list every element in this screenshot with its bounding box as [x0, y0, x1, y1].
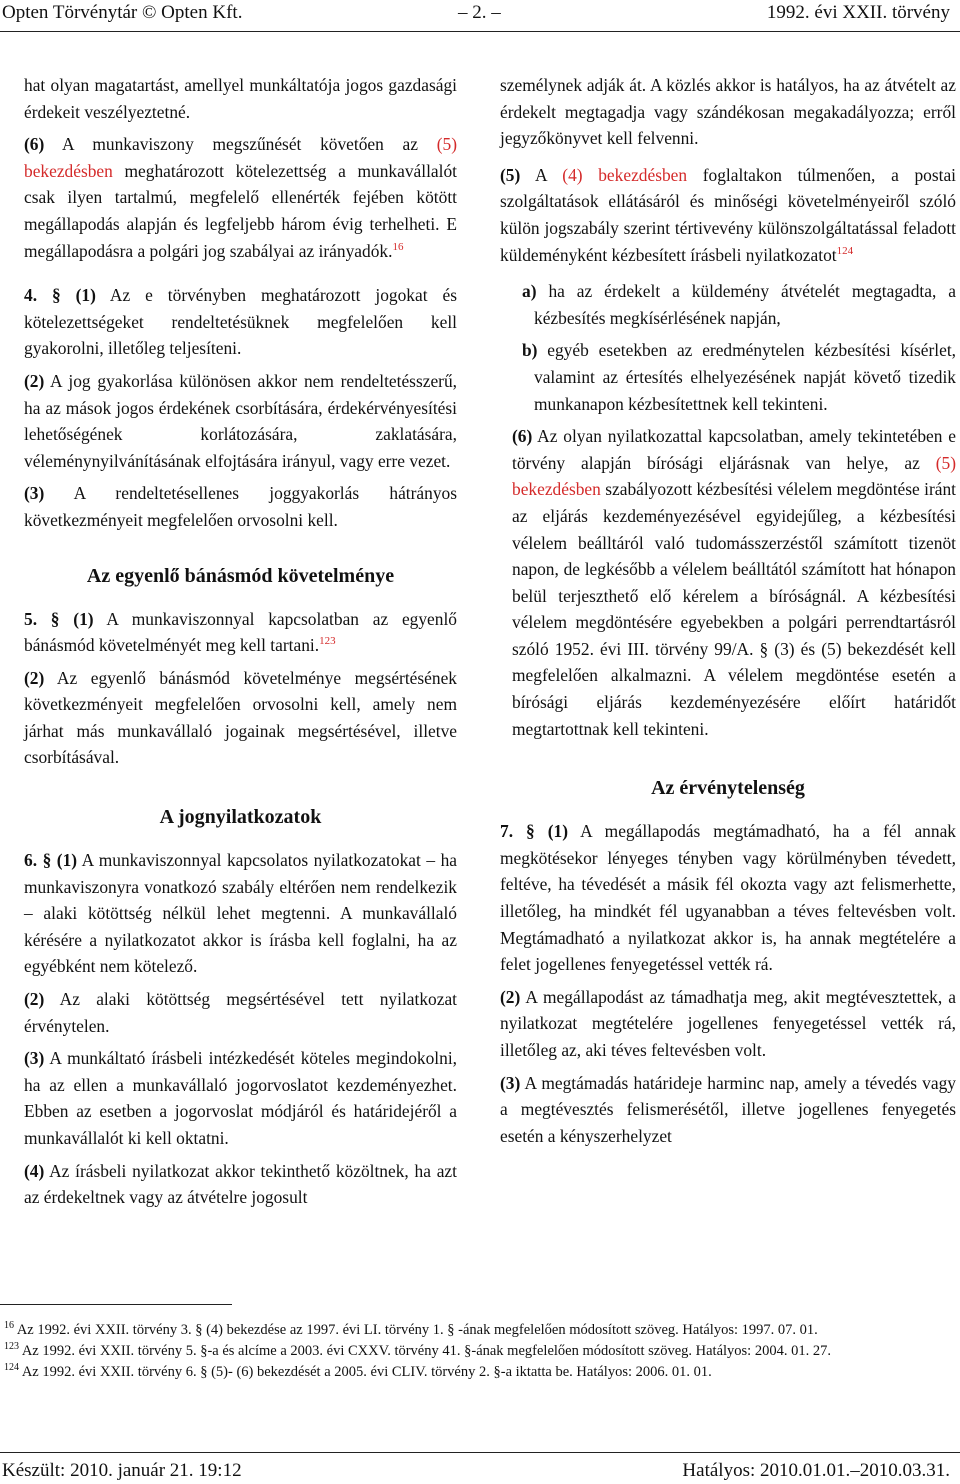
cross-reference-link[interactable]: (5) bekezdésben: [24, 134, 457, 181]
text: A megállapodás megtámadható, ha a fél annak megkötésekor lényeges tényben vagy körülményben tévedett, feltéve, ha tévedését a másik fél okozta vagy azt felismerhette, illetőleg, ha mindkét fél ugyanabban a téves feltevésben volt. Megtámadható a nyilatkozat akkor is, ha annak megtételére a felet jogellenes fenyegetéssel vették rá.: [500, 821, 956, 975]
section-number: 4. §: [24, 285, 61, 306]
left-column: [24, 72, 457, 1217]
paragraph: hat olyan magatartást, amellyel munkáltatója jogos gazdasági érdekeit veszélyeztetné.: [24, 75, 457, 122]
text: A munkaviszonnyal kapcsolatos nyilatkozatokat – ha munkaviszonyra vonatkozó szabály eltérően nem rendelkezik – alaki kötöttség nélkül lehet megtenni. A munkavállaló kérésére a nyilatkozatot akkor is írásba kell foglalni, ha az egyébként nem kötelező.: [24, 850, 457, 977]
paragraph: [24, 986, 457, 1039]
text: Az egyenlő bánásmód követelménye megsértésének következményeit megfelelően orvosolni kell, amely nem járhat más munkavállaló jogainak megsértésével, illetve csorbításával.: [24, 667, 457, 768]
cross-reference-link[interactable]: (5) bekezdésben: [512, 452, 956, 500]
text: A megállapodást az támadhatja meg, akit megtévesztettek, a nyilatkozat megtételére jogellenes fenyegetéssel vették rá, illetőleg az, aki téves feltevésben volt.: [500, 986, 956, 1060]
footnote: [0, 1341, 958, 1362]
text: ha az érdekelt a küldemény átvételét megtagadta, a kézbesítés megkísérlésének napján,: [534, 281, 956, 328]
footnote-number: 16: [4, 1320, 14, 1332]
subsection-number: (6): [24, 134, 45, 155]
footnotes: [0, 1320, 958, 1383]
text: foglaltakon túlmenően, a postai szolgáltatások ellátásáról és minőségi követelményeiről szóló külön jogszabály szerint tértivevény különszolgáltatással feladott küldeményként kézbesített írásbeli nyilatkozatot: [500, 164, 956, 265]
footnote: [0, 1320, 958, 1341]
text: Az e törvényben meghatározott jogokat és kötelezettségeket rendeltetésüknek megfelelően kell gyakorolni, illetőleg teljesíteni.: [24, 285, 457, 359]
text: Az olyan nyilatkozattal kapcsolatban, amely tekintetében e törvény alapján bírósági eljárásnak van helye, az: [512, 426, 956, 473]
subsection-number: (2): [24, 667, 45, 688]
section-number: 7. §: [500, 821, 535, 842]
section-heading: Az egyenlő bánásmód követelménye: [86, 564, 395, 587]
paragraph: [24, 665, 457, 771]
subsection-number: (2): [500, 986, 521, 1007]
paragraph: [500, 423, 956, 742]
header-divider: [0, 31, 960, 32]
paragraph: [24, 368, 457, 474]
subsection-number: (4): [24, 1160, 45, 1181]
item-label: a): [522, 281, 537, 302]
footnote-marker[interactable]: 123: [319, 635, 336, 648]
footnote: [0, 1362, 958, 1383]
subsection-number: (1): [75, 285, 96, 306]
text: meghatározott kötelezettség a munkavállalót csak ilyen tartalmú, megfelelő ellenérték fejében kötött megállapodás alapján és legfeljebb három évig terhelheti. E megállapodásra a polgári jog szabályai az irányadók.: [24, 160, 457, 261]
list-item: [500, 337, 956, 417]
text: A jog gyakorlása különösen akkor nem rendeltetésszerű, ha az mások jogos érdekének csorbítására, érdekérvényesítési lehetőségének korlátozására, zaklatására, véleménynyilvánításának elfojtására irányul, vagy erre vezet.: [24, 370, 457, 471]
text: A rendeltetésellenes joggyakorlás hátrányos következményeit megfelelően orvosolni kell.: [24, 483, 457, 530]
paragraph: [24, 1045, 457, 1151]
text: A: [520, 164, 563, 185]
paragraph: [500, 818, 956, 978]
footer-created-date: Készült: 2010. január 21. 19:12: [2, 1460, 242, 1481]
paragraph: [24, 480, 457, 533]
header-publisher: Opten Törvénytár © Opten Kft.: [2, 2, 243, 23]
footer-divider: [0, 1452, 960, 1453]
subsection-number: (5): [500, 164, 521, 185]
section-heading: Az érvénytelenség: [651, 777, 805, 800]
paragraph: [24, 282, 457, 362]
footer-validity-period: Hatályos: 2010.01.01.–2010.03.31.: [682, 1460, 950, 1481]
footnote-number: 123: [4, 1341, 19, 1353]
paragraph: személynek adják át. A közlés akkor is hatályos, ha az átvételt az érdekelt megtagadja vagy szándékosan megakadályozza; erről jegyzőkönyvet kell felvenni.: [500, 75, 956, 149]
text: Az írásbeli nyilatkozat akkor tekinthető közöltnek, ha azt az érdekeltnek vagy az átvételre jogosult: [24, 1160, 457, 1208]
section-number: 5. §: [24, 608, 60, 629]
paragraph: [24, 606, 457, 659]
text: A megtámadás határideje harminc nap, amely a tévedés vagy a megtévesztés felismerésétől, illetve jogellenes fenyegetés esetén a kényszerhelyzet: [500, 1072, 956, 1146]
section-number: 6. §: [24, 850, 52, 871]
item-label: b): [522, 340, 538, 361]
footnote-marker[interactable]: 16: [392, 240, 404, 253]
footnote-number: 124: [4, 1362, 19, 1374]
text: A munkáltató írásbeli intézkedését köteles megindokolni, ha az ellen a munkavállaló jogorvoslatot kezdeményezhet. Ebben az esetben a jogorvoslat módjáról és határidejéről a munkavállalót ki kell oktatni.: [24, 1048, 457, 1148]
paragraph: [24, 131, 457, 264]
footnote-text: Az 1992. évi XXII. törvény 5. §-a és alcíme a 2003. évi CXXV. törvény 41. §-ának megfelelően módosított szöveg. Hatályos: 2004. 01. 27.: [19, 1343, 831, 1359]
subsection-number: (1): [547, 821, 569, 842]
subsection-number: (3): [500, 1072, 521, 1093]
header-law-title: 1992. évi XXII. törvény: [766, 2, 950, 23]
text: A munkaviszonnyal kapcsolatban az egyenlő bánásmód követelményét meg kell tartani.: [24, 608, 458, 656]
paragraph: [500, 1070, 956, 1150]
text: A munkaviszony megszűnését követően az: [44, 134, 437, 155]
paragraph: [500, 162, 956, 268]
footnote-text: Az 1992. évi XXII. törvény 6. § (5)- (6) bekezdését a 2005. évi CLIV. törvény 2. §-a iktatta be. Hatályos: 2006. 01. 01.: [19, 1364, 712, 1380]
subsection-number: (3): [24, 483, 45, 504]
subsection-number: (1): [56, 850, 78, 871]
text: egyéb esetekben az eredménytelen kézbesítési kísérlet, valamint az értesítés elhelyezésének napját követő tizedik munkanapon kézbesítettnek kell tekinteni.: [534, 340, 956, 414]
right-column: [500, 72, 956, 1155]
subsection-number: (1): [73, 608, 94, 629]
list-item: [500, 278, 956, 331]
subsection-number: (2): [24, 989, 45, 1010]
footnote-divider: [0, 1304, 232, 1305]
footnote-marker[interactable]: 124: [836, 244, 854, 257]
header-page-number: – 2. –: [458, 2, 501, 23]
paragraph: [24, 847, 457, 980]
page-header: [0, 2, 960, 28]
subsection-number: (6): [512, 426, 533, 447]
text: Az alaki kötöttség megsértésével tett nyilatkozat érvénytelen.: [24, 989, 457, 1036]
text: szabályozott kézbesítési vélelem megdöntése iránt az eljárás kezdeményezésével egyidejűleg, a kézbesítési vélelem beálltáról való tudomásszerzéstől számított tizenöt napon, de legkésőbb a vélelem beálltától számított hat hónapon belül terjeszthető elő kérelem a bíróságnál. A kézbesítési vélelem megdöntésére egyebekben a polgári perrendtartásról szóló 1952. évi III. törvény 99/A. § (3) és (5) bekezdését kell megfelelően alkalmazni. A vélelem megdöntése esetén a bírósági eljárás kezdeményezésére előírt határidőt megtartottnak kell tekinteni.: [512, 479, 956, 739]
section-heading: A jognyilatkozatok: [159, 806, 322, 829]
footnote-text: Az 1992. évi XXII. törvény 3. § (4) bekezdése az 1997. évi LI. törvény 1. § -ának megfelelően módosított szöveg. Hatályos: 1997. 07. 01.: [14, 1322, 818, 1338]
paragraph: [24, 1158, 457, 1211]
subsection-number: (2): [24, 370, 45, 391]
paragraph: [500, 984, 956, 1064]
cross-reference-link[interactable]: (4) bekezdésben: [562, 164, 688, 185]
subsection-number: (3): [24, 1048, 45, 1069]
